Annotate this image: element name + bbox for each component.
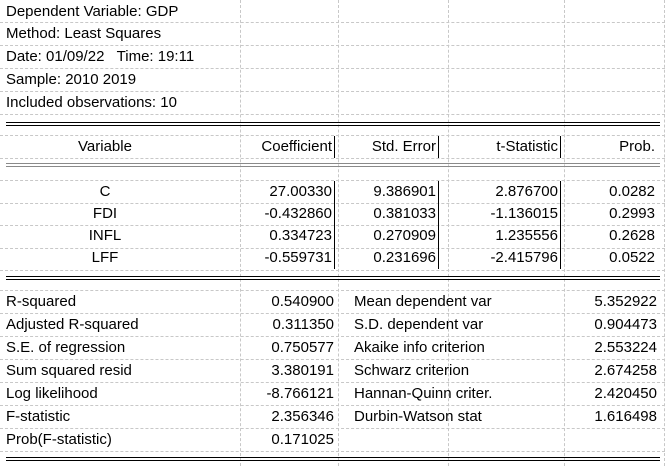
stat-label: F-statistic xyxy=(6,408,71,425)
std-error-value: 9.386901 xyxy=(340,181,439,203)
std-error-value: 0.381033 xyxy=(340,203,439,225)
stat-label: Sum squared resid xyxy=(6,362,132,379)
stat-value: 0.750577 xyxy=(271,339,334,356)
header-rule xyxy=(6,166,660,167)
column-header-variable: Variable xyxy=(78,138,132,155)
grid-col-line xyxy=(564,0,565,466)
table-bottom-rule xyxy=(6,457,660,458)
date-time-label: Date: 01/09/22 Time: 19:11 xyxy=(6,48,195,65)
t-statistic-value: -1.136015 xyxy=(446,203,561,225)
stat-label: Prob(F-statistic) xyxy=(6,431,112,448)
std-error-value: 0.270909 xyxy=(340,225,439,247)
stat-label: Durbin-Watson stat xyxy=(354,408,482,425)
grid-line xyxy=(0,451,665,452)
stat-value: 1.616498 xyxy=(594,408,657,425)
variable-name: FDI xyxy=(92,205,118,222)
t-statistic-value: 1.235556 xyxy=(446,225,561,247)
std-error-value: 0.231696 xyxy=(340,247,439,269)
variable-name: LFF xyxy=(91,249,119,266)
stat-label: Adjusted R-squared xyxy=(6,316,139,333)
prob-value: 0.2993 xyxy=(609,205,655,222)
grid-col-line xyxy=(338,0,339,466)
coefficient-value: -0.432860 xyxy=(230,203,335,225)
grid-line xyxy=(0,270,665,271)
coefficient-value: 0.334723 xyxy=(230,225,335,247)
stat-label: Schwarz criterion xyxy=(354,362,470,379)
column-header-t-statistic: t-Statistic xyxy=(446,136,561,158)
stat-value: 2.674258 xyxy=(594,362,657,379)
stat-value: 2.420450 xyxy=(594,385,657,402)
stat-label: Hannan-Quinn criter. xyxy=(354,385,493,402)
stat-value: 5.352922 xyxy=(594,293,657,310)
stat-value: 0.311350 xyxy=(272,316,334,333)
t-statistic-value: 2.876700 xyxy=(446,181,561,203)
stat-label: S.D. dependent var xyxy=(354,316,484,333)
stat-label: Log likelihood xyxy=(6,385,98,402)
table-bottom-rule xyxy=(6,460,660,461)
prob-value: 0.0522 xyxy=(609,249,655,266)
stat-value: 0.540900 xyxy=(271,293,334,310)
table-top-rule xyxy=(6,125,660,126)
stat-value: 3.380191 xyxy=(271,362,334,379)
coefficient-value: -0.559731 xyxy=(230,247,335,269)
t-statistic-value: -2.415796 xyxy=(446,247,561,269)
prob-value: 0.0282 xyxy=(609,183,655,200)
stat-value: 2.553224 xyxy=(594,339,657,356)
variable-name: INFL xyxy=(88,227,122,244)
stat-value: 0.171025 xyxy=(271,431,334,448)
stat-value: -8.766121 xyxy=(266,385,334,402)
stat-label: Akaike info criterion xyxy=(354,339,485,356)
stat-value: 0.904473 xyxy=(594,316,657,333)
stat-label: Mean dependent var xyxy=(354,293,492,310)
table-top-rule xyxy=(6,122,660,123)
method-label: Method: Least Squares xyxy=(6,25,162,42)
stat-label: S.E. of regression xyxy=(6,339,126,356)
column-header-prob: Prob. xyxy=(619,138,655,155)
grid-line xyxy=(0,158,665,159)
header-rule xyxy=(6,163,660,164)
stat-label: R-squared xyxy=(6,293,77,310)
stat-value: 2.356346 xyxy=(271,408,334,425)
column-header-coefficient: Coefficient xyxy=(230,136,335,158)
dependent-variable-label: Dependent Variable: GDP xyxy=(6,3,179,20)
observations-label: Included observations: 10 xyxy=(6,94,177,111)
prob-value: 0.2628 xyxy=(609,227,655,244)
grid-line xyxy=(0,114,665,115)
section-rule xyxy=(6,276,660,277)
variable-name: C xyxy=(99,183,111,200)
column-header-std-error: Std. Error xyxy=(340,136,439,158)
sample-label: Sample: 2010 2019 xyxy=(6,71,137,88)
coefficient-value: 27.00330 xyxy=(230,181,335,203)
section-rule xyxy=(6,279,660,280)
